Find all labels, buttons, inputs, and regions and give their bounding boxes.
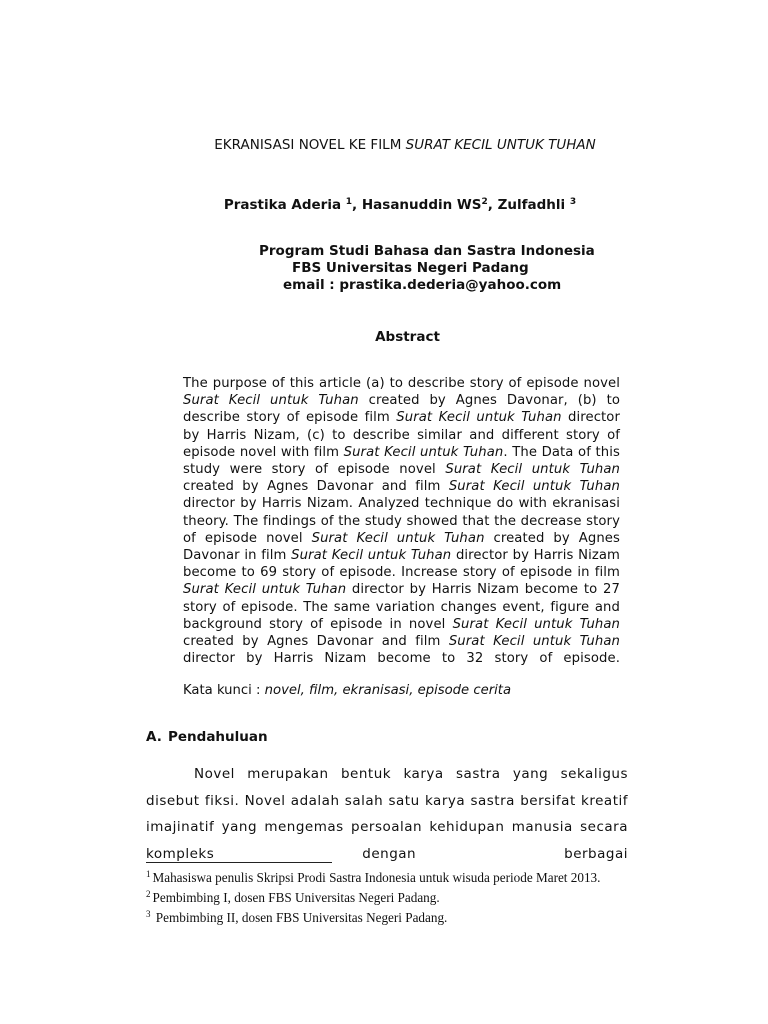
author-1-mark: 1 xyxy=(345,197,353,207)
footnote-mark: 3 xyxy=(146,909,151,919)
abstract-italic: Surat Kecil untuk Tuhan xyxy=(291,548,452,564)
abstract-text: director by Harris Nizam become to 32 story of episode. xyxy=(183,651,620,667)
abstract-text: director by Harris Nizam become to 27 story of episode. The same variation changes event, figure and background story of episode in novel xyxy=(183,582,620,632)
abstract-text: director by Harris Nizam. Analyzed technique do with ekranisasi theory. The findings of the study showed that the decrease story of episode novel xyxy=(183,496,620,546)
author-3: , Zulfadhli xyxy=(487,197,570,213)
footnote-mark: 2 xyxy=(146,889,151,899)
abstract-body xyxy=(183,375,620,667)
footnote-divider xyxy=(146,862,332,863)
abstract-text: director by Harris Nizam, (c) to describe similar and different story of episode novel with film xyxy=(183,410,621,460)
affiliation-faculty: FBS Universitas Negeri Padang xyxy=(292,260,529,276)
keywords-terms: novel, film, ekranisasi, episode cerita xyxy=(264,683,512,698)
section-heading xyxy=(146,729,268,745)
footnote-mark: 1 xyxy=(146,869,151,879)
body-paragraph-text: Novel merupakan bentuk karya sastra yang sekaligus disebut fiksi. Novel adalah salah satu karya sastra bersifat kreatif imajinatif yang mengemas persoalan kehidupan manusia secara kompleks dengan berbagai xyxy=(146,766,628,862)
abstract-italic: Surat Kecil untuk Tuhan xyxy=(448,479,620,495)
footnote-1 xyxy=(146,866,666,886)
keywords xyxy=(183,683,620,698)
abstract-text: created by Agnes Davonar and film xyxy=(183,479,449,495)
footnote-text: Pembimbing II, dosen FBS Universitas Negeri Padang. xyxy=(152,910,448,925)
section-number: A. xyxy=(146,729,162,745)
abstract-italic: Surat Kecil untuk Tuhan xyxy=(311,530,485,546)
footnotes xyxy=(146,866,666,926)
author-2: , Hasanuddin WS xyxy=(352,197,482,213)
abstract-italic: Surat Kecil untuk Tuhan xyxy=(183,582,347,598)
abstract-text: created by Agnes Davonar in film xyxy=(183,530,620,564)
keywords-label: Kata kunci : xyxy=(183,683,265,698)
footnote-2 xyxy=(146,886,666,906)
body-paragraph xyxy=(146,761,628,867)
abstract-text: director by Harris Nizam become to 69 story of episode. Increase story of episode in film xyxy=(183,548,620,581)
abstract-text: created by Agnes Davonar and film xyxy=(183,634,449,650)
author-3-mark: 3 xyxy=(569,197,577,207)
abstract-heading: Abstract xyxy=(375,329,440,345)
abstract-italic: Surat Kecil untuk Tuhan xyxy=(343,444,504,460)
footnote-3 xyxy=(146,906,666,926)
abstract-text: The purpose of this article (a) to describe story of episode novel xyxy=(183,376,620,391)
abstract-italic: Surat Kecil untuk Tuhan xyxy=(452,616,621,632)
author-1: Prastika Aderia xyxy=(223,197,346,213)
title-text: EKRANISASI NOVEL KE FILM xyxy=(214,137,406,153)
author-2-mark: 2 xyxy=(481,197,488,207)
abstract-text: created by Agnes Davonar, (b) to describe story of episode film xyxy=(183,393,621,426)
section-title: Pendahuluan xyxy=(168,729,268,745)
footnote-text: Pembimbing I, dosen FBS Universitas Negeri Padang. xyxy=(152,890,440,905)
paper-title xyxy=(0,137,768,153)
author-email: email : prastika.dederia@yahoo.com xyxy=(283,277,562,293)
abstract-italic: Surat Kecil untuk Tuhan xyxy=(448,634,620,650)
footnote-text: Mahasiswa penulis Skripsi Prodi Sastra Indonesia untuk wisuda periode Maret 2013. xyxy=(152,870,601,885)
author-list xyxy=(0,197,768,213)
title-italic-text: SURAT KECIL UNTUK TUHAN xyxy=(405,137,596,153)
abstract-text: . The Data of this study were story of episode novel xyxy=(183,444,620,478)
abstract-italic: Surat Kecil untuk Tuhan xyxy=(183,393,359,409)
abstract-italic: Surat Kecil untuk Tuhan xyxy=(445,462,620,478)
abstract-italic: Surat Kecil untuk Tuhan xyxy=(396,410,562,426)
affiliation-program: Program Studi Bahasa dan Sastra Indonesia xyxy=(259,243,595,259)
